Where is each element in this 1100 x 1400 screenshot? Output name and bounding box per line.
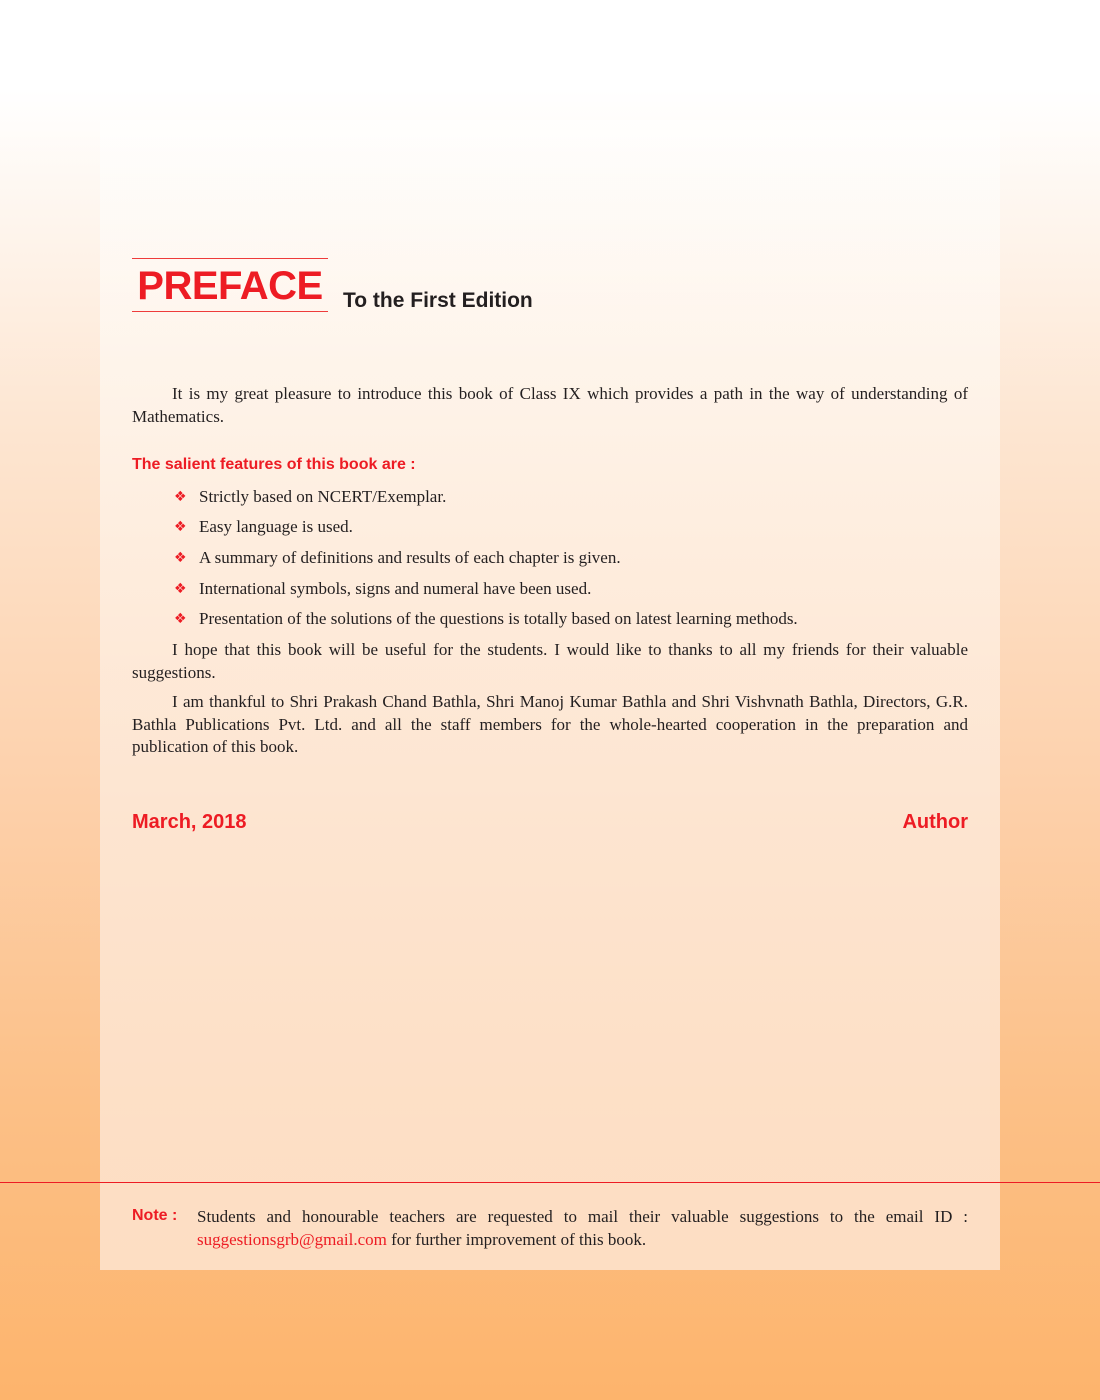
- body-paragraph: I am thankful to Shri Prakash Chand Bathla, Shri Manoj Kumar Bathla and Shri Vishvnath Bathla, Directors, G.R. Bathla Publications Pvt. Ltd. and all the staff members for the whole-hearted cooperation in the preparation and publication of this book.: [132, 692, 968, 756]
- list-item: [174, 578, 591, 600]
- list-item: [174, 486, 446, 508]
- diamond-bullet-icon: ❖: [174, 611, 187, 627]
- body-paragraph: I hope that this book will be useful for the students. I would like to thanks to all my friends for their valuable suggestions.: [132, 640, 968, 682]
- note-text-before: Students and honourable teachers are requested to mail their valuable suggestions to the email ID :: [197, 1207, 968, 1226]
- list-item: [174, 608, 798, 630]
- signoff-author: Author: [902, 811, 968, 833]
- diamond-bullet-icon: ❖: [174, 519, 187, 535]
- list-item: [174, 516, 353, 538]
- divider: [0, 1182, 1100, 1183]
- page-title: PREFACE: [137, 264, 323, 308]
- signoff-date: March, 2018: [132, 811, 247, 833]
- note-label: Note :: [132, 1207, 178, 1224]
- diamond-bullet-icon: ❖: [174, 489, 187, 505]
- note-text: [197, 1205, 968, 1251]
- email-link[interactable]: suggestionsgrb@gmail.com: [197, 1230, 387, 1249]
- note-text-after: for further improvement of this book.: [391, 1230, 647, 1249]
- list-item-text: Easy language is used.: [199, 517, 353, 536]
- diamond-bullet-icon: ❖: [174, 550, 187, 566]
- intro-paragraph: It is my great pleasure to introduce this book of Class IX which provides a path in the way of understanding of Mathematics.: [132, 384, 968, 426]
- features-heading: The salient features of this book are :: [132, 456, 416, 473]
- preface-title-box: [132, 258, 328, 312]
- page-subtitle: To the First Edition: [343, 289, 533, 312]
- list-item-text: International symbols, signs and numeral have been used.: [199, 579, 592, 598]
- list-item-text: Presentation of the solutions of the questions is totally based on latest learning methods.: [199, 609, 798, 628]
- diamond-bullet-icon: ❖: [174, 581, 187, 597]
- list-item: [174, 547, 621, 569]
- list-item-text: Strictly based on NCERT/Exemplar.: [199, 487, 447, 506]
- list-item-text: A summary of definitions and results of each chapter is given.: [199, 548, 621, 567]
